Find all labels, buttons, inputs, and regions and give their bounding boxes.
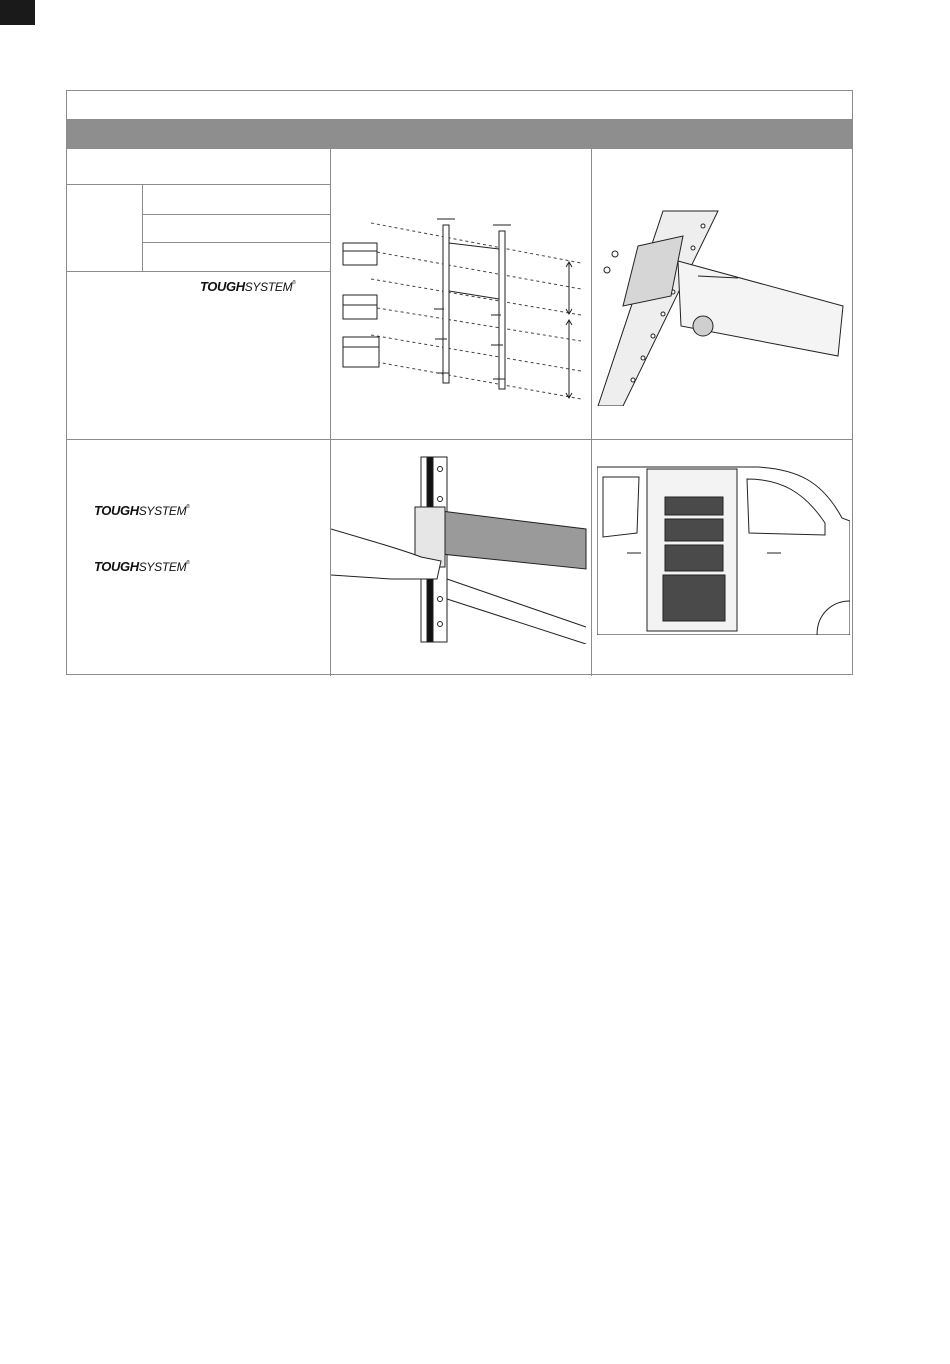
van-interior-illustration: [597, 463, 850, 635]
spec-subcolumn-divider: [142, 184, 143, 271]
column-divider-2: [591, 149, 592, 676]
table-title-row: [67, 91, 852, 120]
spec-table: [66, 90, 853, 675]
spec-cell-divider-2: [142, 214, 330, 215]
spec-cell-divider-1: [67, 184, 330, 185]
spec-cell-divider-4: [67, 271, 330, 272]
rack-exploded-illustration: [331, 211, 591, 411]
svg-text:TOUGHSYSTEM®: TOUGHSYSTEM®: [94, 503, 190, 518]
row-divider: [67, 439, 852, 440]
svg-text:TOUGHSYSTEM®: TOUGHSYSTEM®: [200, 279, 296, 294]
toughsystem-logo: [94, 502, 190, 518]
table-header-band: [67, 120, 852, 149]
page-corner-mark: [0, 0, 35, 25]
hand-mounting-illustration: [331, 449, 591, 644]
rail-bracket-illustration: [593, 206, 851, 406]
svg-text:TOUGHSYSTEM®: TOUGHSYSTEM®: [94, 559, 190, 574]
spec-cell-divider-3: [142, 242, 330, 243]
toughsystem-logo: [200, 278, 296, 294]
toughsystem-logo: [94, 558, 190, 574]
